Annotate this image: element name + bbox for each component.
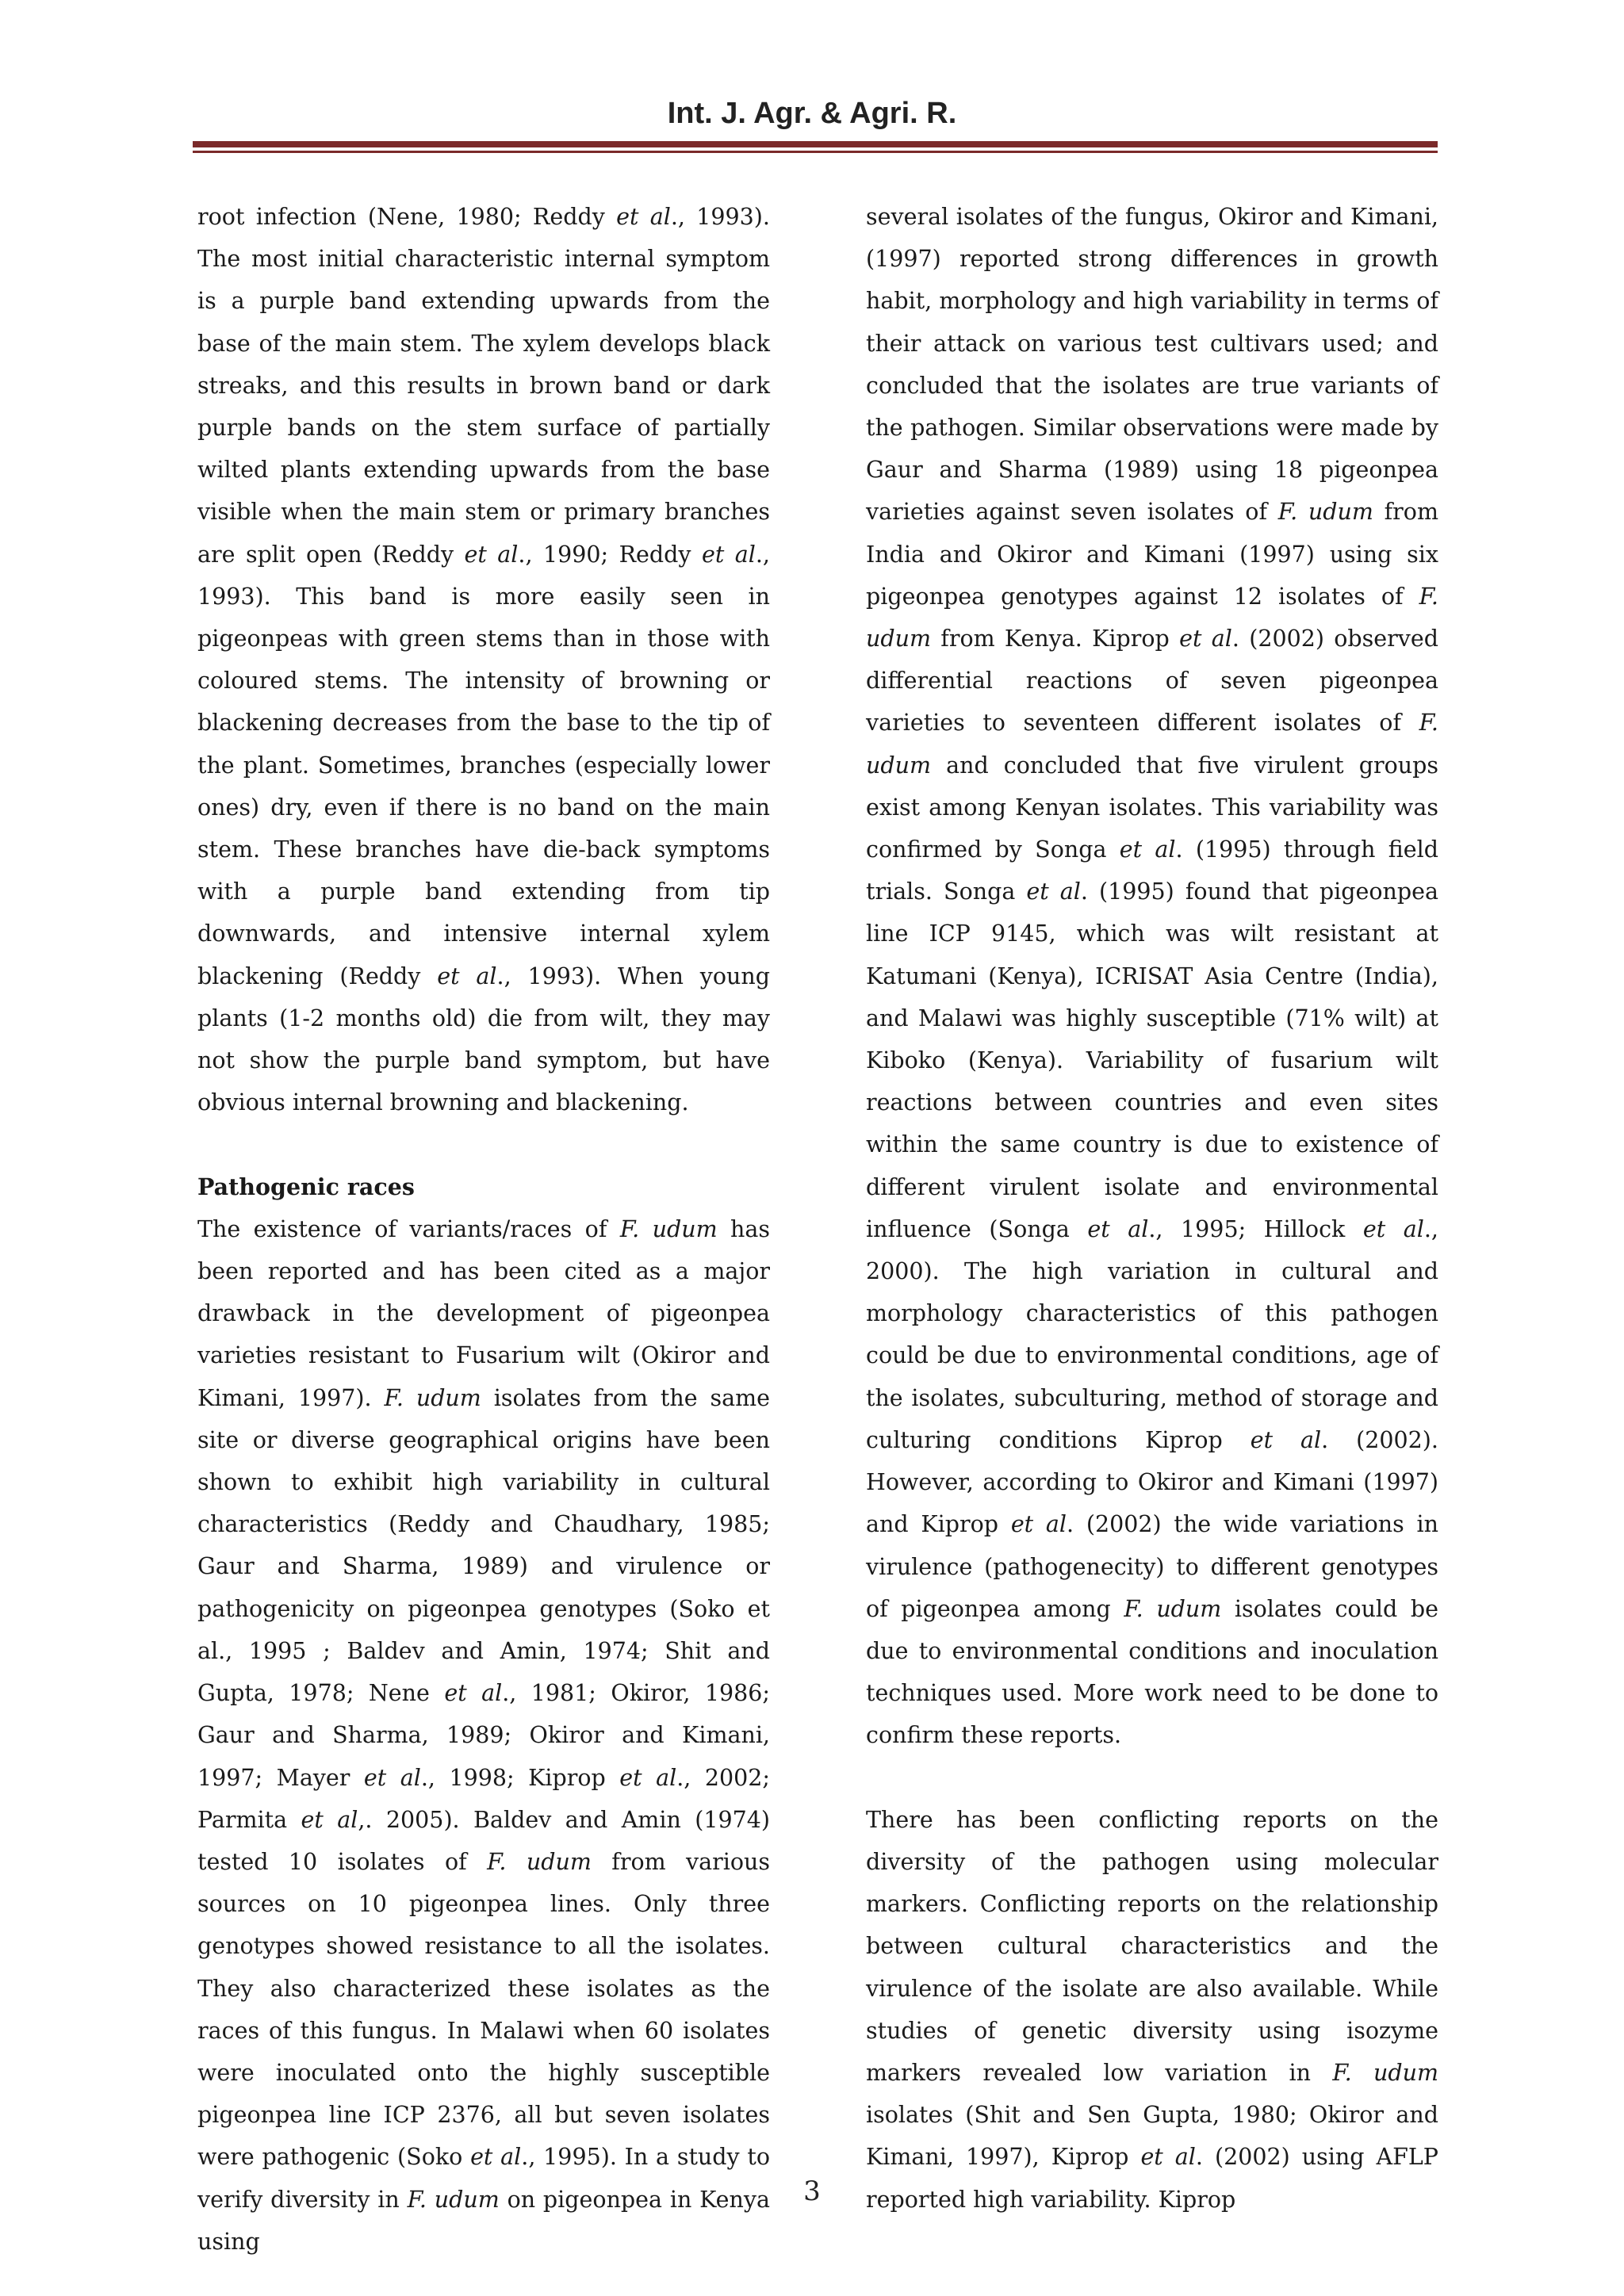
left-paragraph-symptoms: root infection (Nene, 1980; Reddy et al., 1993). The most initial characteristic internal symptom is a purple band extending upwards from the base of the main stem. The xylem develops black streaks, and this results in brown band or dark purple bands on the stem surface of partially wilted plants extending upwards from the base visible when the main stem or primary branches are split open (Reddy et al., 1990; Reddy et al., 1993). This band is more easily seen in pigeonpeas with green stems than in those with coloured stems. The intensity of browning or blackening decreases from the base to the tip of the plant. Sometimes, branches (especially lower ones) dry, even if there is no band on the main stem. These branches have die-back symptoms with a purple band extending from tip downwards, and intensive internal xylem blackening (Reddy et al., 1993). When young plants (1-2 months old) die from wilt, they may not show the purple band symptom, but have obvious internal browning and blackening. xyxy=(197,204,770,1116)
header-rule-thin xyxy=(193,151,1438,153)
right-column xyxy=(866,196,1438,2221)
left-paragraph-races: The existence of variants/races of F. udum has been reported and has been cited as a major drawback in the development of pigeonpea varieties resistant to Fusarium wilt (Okiror and Kimani, 1997). F. udum isolates from the same site or diverse geographical origins have been shown to exhibit high variability in cultural characteristics (Reddy and Chaudhary, 1985; Gaur and Sharma, 1989) and virulence or pathogenicity on pigeonpea genotypes (Soko et al., 1995 ; Baldev and Amin, 1974; Shit and Gupta, 1978; Nene et al., 1981; Okiror, 1986; Gaur and Sharma, 1989; Okiror and Kimani, 1997; Mayer et al., 1998; Kiprop et al., 2002; Parmita et al,. 2005). Baldev and Amin (1974) tested 10 isolates of F. udum from various sources on 10 pigeonpea lines. Only three genotypes showed resistance to all the isolates. They also characterized these isolates as the races of this fungus. In Malawi when 60 isolates were inoculated onto the highly susceptible pigeonpea line ICP 2376, all but seven isolates were pathogenic (Soko et al., 1995). In a study to verify diversity in F. udum on pigeonpea in Kenya using xyxy=(197,1215,771,2255)
section-heading-pathogenic-races: Pathogenic races xyxy=(197,1173,415,1200)
right-paragraph-variability: several isolates of the fungus, Okiror and Kimani, (1997) reported strong differences in growth habit, morphology and high variability in terms of their attack on various test cultivars used; and concluded that the isolates are true variants of the pathogen. Similar observations were made by Gaur and Sharma (1989) using 18 pigeonpea varieties against seven isolates of F. udum from India and Okiror and Kimani (1997) using six pigeonpea genotypes against 12 isolates of F. udum from Kenya. Kiprop et al. (2002) observed differential reactions of seven pigeonpea varieties to seventeen different isolates of F. udum and concluded that five virulent groups exist among Kenyan isolates. This variability was confirmed by Songa et al. (1995) through field trials. Songa et al. (1995) found that pigeonpea line ICP 9145, which was wilt resistant at Katumani (Kenya), ICRISAT Asia Centre (India), and Malawi was highly susceptible (71% wilt) at Kiboko (Kenya). Variability of fusarium wilt reactions between countries and even sites within the same country is due to existence of different virulent isolate and environmental influence (Songa et al., 1995; Hillock et al., 2000). The high variation in cultural and morphology characteristics of this pathogen could be due to environmental conditions, age of the isolates, subculturing, method of storage and culturing conditions Kiprop et al. (2002). However, according to Okiror and Kimani (1997) and Kiprop et al. (2002) the wide variations in virulence (pathogenecity) to different genotypes of pigeonpea among F. udum isolates could be due to environmental conditions and inoculation techniques used. More work need to be done to confirm these reports. xyxy=(866,204,1439,1749)
journal-header: Int. J. Agr. & Agri. R. xyxy=(667,97,957,130)
header-rule-thick xyxy=(193,141,1438,147)
left-column xyxy=(197,196,770,2263)
page-number: 3 xyxy=(803,2175,821,2207)
right-paragraph-molecular: There has been conflicting reports on the diversity of the pathogen using molecular markers. Conflicting reports on the relationship between cultural characteristics and the virulence of the isolate are also available. While studies of genetic diversity using isozyme markers revealed low variation in F. udum isolates (Shit and Sen Gupta, 1980; Okiror and Kimani, 1997), Kiprop et al. (2002) using AFLP reported high variability. Kiprop xyxy=(866,1806,1438,2213)
